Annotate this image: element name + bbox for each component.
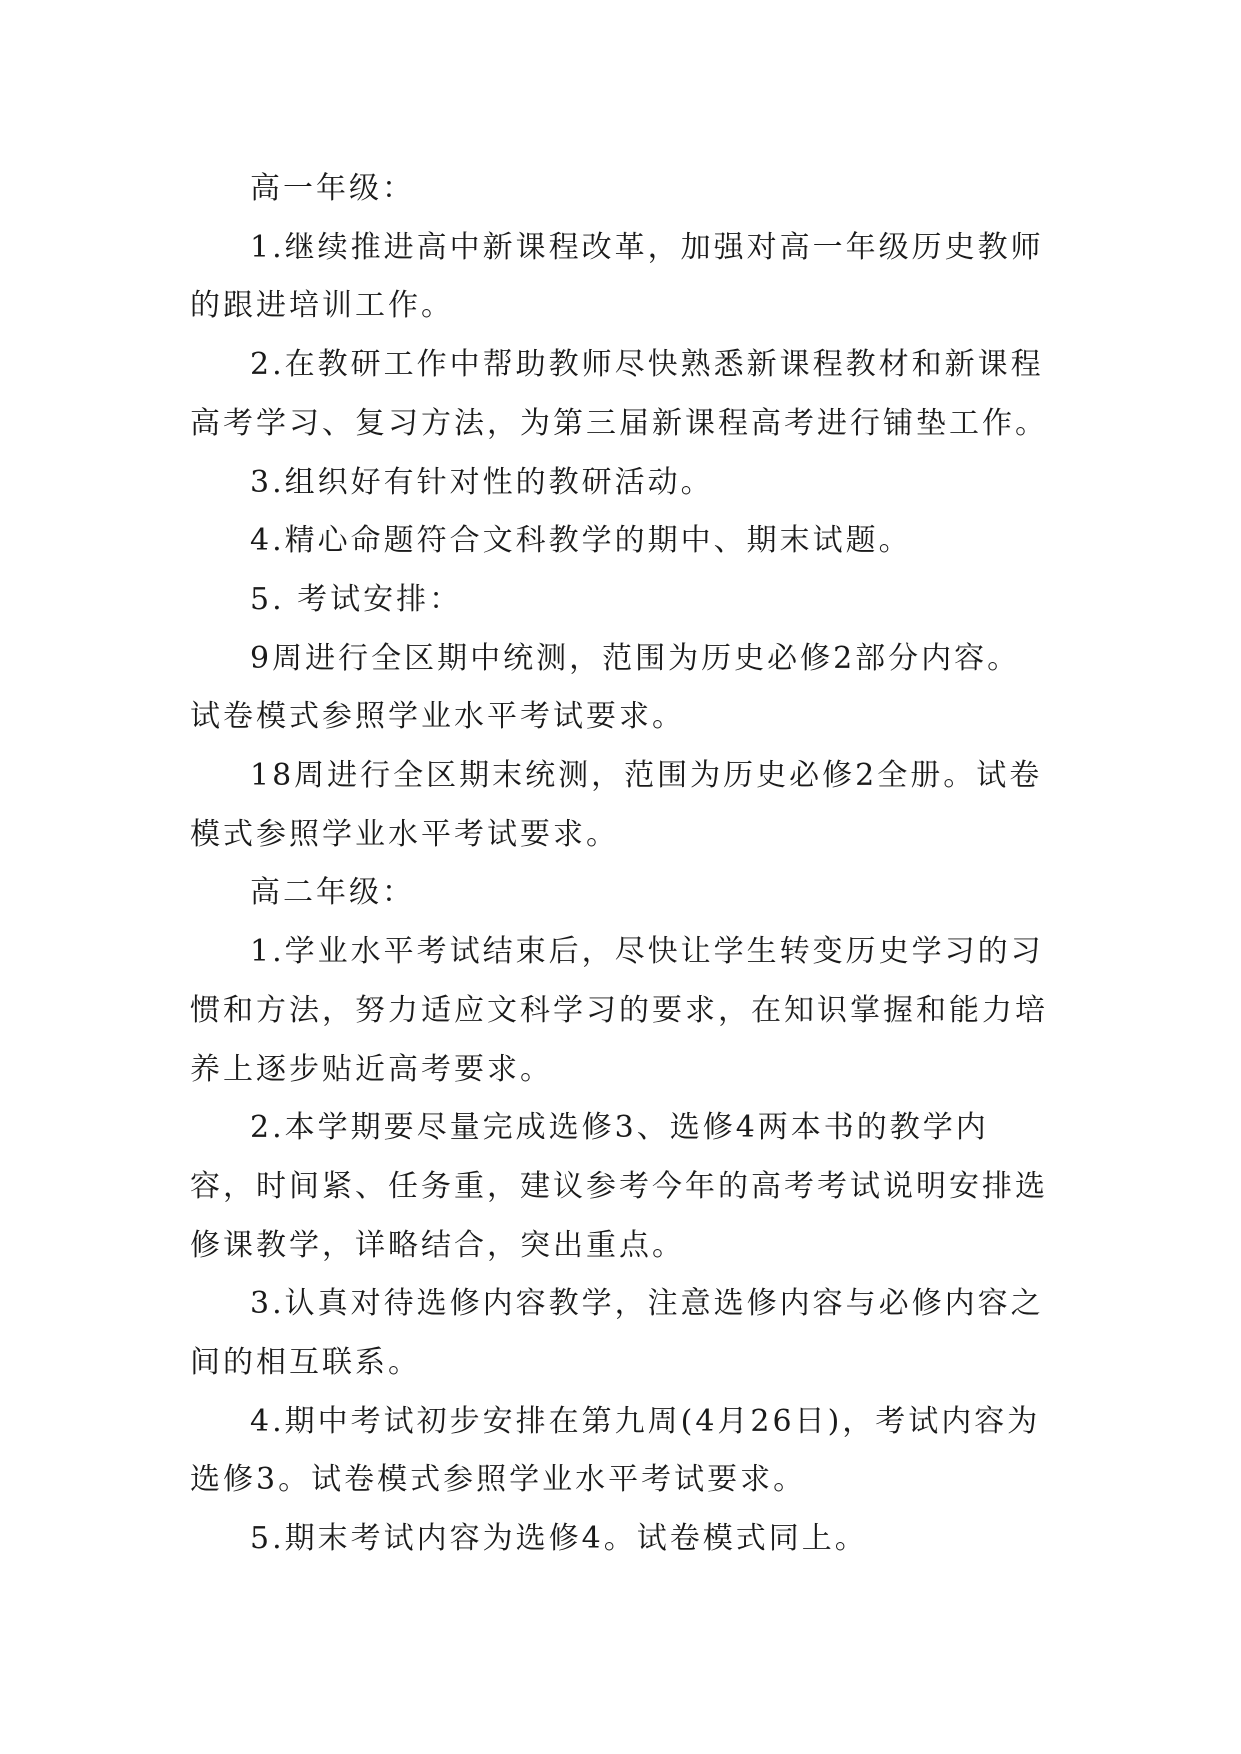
paragraph-item: 1.继续推进高中新课程改革，加强对高一年级历史教师的跟进培训工作。 bbox=[190, 229, 1044, 324]
paragraph-item: 4.期中考试初步安排在第九周(4月26日)，考试内容为选修3。试卷模式参照学业水平考试要求。 bbox=[190, 1403, 1041, 1498]
paragraph-item: 3.组织好有针对性的教研活动。 bbox=[250, 464, 714, 500]
paragraph-item: 2.在教研工作中帮助教师尽快熟悉新课程教材和新课程高考学习、复习方法，为第三届新课程高考进行铺垫工作。 bbox=[190, 347, 1048, 441]
document-page bbox=[190, 160, 1050, 1569]
heading-grade-one: 高一年级： bbox=[250, 171, 415, 206]
paragraph-item: 2.本学期要尽量完成选修3、选修4两本书的教学内容，时间紧、任务重，建议参考今年的高考考试说明安排选修课教学，详略结合，突出重点。 bbox=[190, 1110, 1048, 1263]
paragraph-item: 18周进行全区期末统测，范围为历史必修2全册。试卷模式参照学业水平考试要求。 bbox=[190, 758, 1043, 852]
paragraph-item: 5.期末考试内容为选修4。试卷模式同上。 bbox=[250, 1521, 868, 1557]
paragraph-item: 1.学业水平考试结束后，尽快让学生转变历史学习的习惯和方法，努力适应文科学习的要求，在知识掌握和能力培养上逐步贴近高考要求。 bbox=[190, 934, 1048, 1087]
paragraph-item: 4.精心命题符合文科教学的期中、期末试题。 bbox=[250, 523, 912, 559]
paragraph-item: 9周进行全区期中统测，范围为历史必修2部分内容。试卷模式参照学业水平考试要求。 bbox=[190, 640, 1021, 735]
paragraph-item: 3.认真对待选修内容教学，注意选修内容与必修内容之间的相互联系。 bbox=[190, 1286, 1044, 1381]
heading-grade-two: 高二年级： bbox=[250, 875, 415, 911]
paragraph-item: 5. 考试安排： bbox=[250, 581, 463, 617]
